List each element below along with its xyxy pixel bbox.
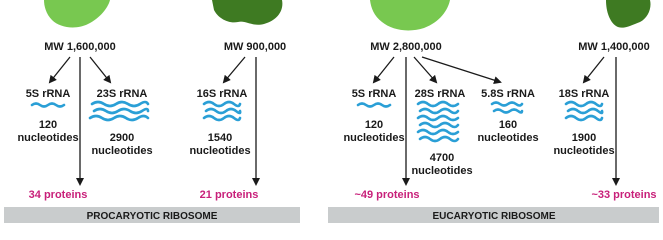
arrow-to-23s [90,57,110,82]
eukaryote-18s-label: 18S rRNA [558,88,610,100]
prokaryote-small-subunit-shape [212,0,282,25]
prokaryote-16s-unit: nucleotides [189,145,251,157]
prokaryote-5s-count: 120 [38,119,58,131]
prokaryote-5s-label: 5S rRNA [25,88,71,100]
eukaryote-58s-unit: nucleotides [477,132,539,144]
eukaryote-5s-rrna-icon [358,104,390,107]
eukaryote-58s-count: 160 [498,119,518,131]
eukaryote-small-proteins: ~33 proteins [591,189,657,201]
prokaryote-5s-rrna-icon [32,104,64,107]
eukaryote-28s-unit: nucleotides [411,165,473,177]
prokaryote-16s-count: 1540 [207,132,233,144]
eukaryote-large-subunit-shape [370,0,450,30]
prokaryote-large-subunit-shape [44,0,110,27]
arrow-to-58s [422,57,500,82]
prokaryote-16s-rrna-icon [204,102,240,120]
eukaryote-18s-rrna-icon [566,102,602,120]
prokaryote-small-proteins: 21 proteins [199,189,259,201]
eukaryote-28s-rrna-icon [418,102,458,141]
eukaryote-small-mw: MW 1,400,000 [578,41,650,53]
eukaryote-28s-count: 4700 [429,152,455,164]
prokaryote-23s-label: 23S rRNA [96,88,148,100]
eukaryote-18s-count: 1900 [571,132,597,144]
eukaryote-58s-rrna-icon [492,103,522,113]
prokaryote-5s-unit: nucleotides [17,132,79,144]
prokaryote-16s-label: 16S rRNA [196,88,248,100]
eukaryote-5s-unit: nucleotides [343,132,405,144]
prokaryote-large-proteins: 34 proteins [28,189,88,201]
arrow-to-eu-5s [374,57,394,82]
prokaryote-small-mw: MW 900,000 [223,41,287,53]
prokaryote-23s-count: 2900 [109,132,135,144]
arrow-to-16s [224,57,245,82]
prokaryote-ribosome-label: PROCARYOTIC RIBOSOME [86,211,218,222]
eukaryote-5s-label: 5S rRNA [351,88,397,100]
eukaryote-large-mw: MW 2,800,000 [370,41,442,53]
eukaryote-small-subunit-shape [606,0,651,28]
eukaryote-28s-label: 28S rRNA [414,88,466,100]
arrow-to-18s [584,57,604,82]
eukaryote-18s-unit: nucleotides [553,145,615,157]
eukaryote-ribosome-label: EUCARYOTIC RIBOSOME [432,211,556,222]
eukaryote-58s-label: 5.8S rRNA [481,88,535,100]
eukaryote-large-proteins: ~49 proteins [354,189,420,201]
eukaryote-5s-count: 120 [364,119,384,131]
prokaryote-23s-rrna-icon [90,102,148,120]
prokaryote-large-mw: MW 1,600,000 [44,41,116,53]
prokaryote-23s-unit: nucleotides [91,145,153,157]
arrow-to-5s [50,57,70,82]
